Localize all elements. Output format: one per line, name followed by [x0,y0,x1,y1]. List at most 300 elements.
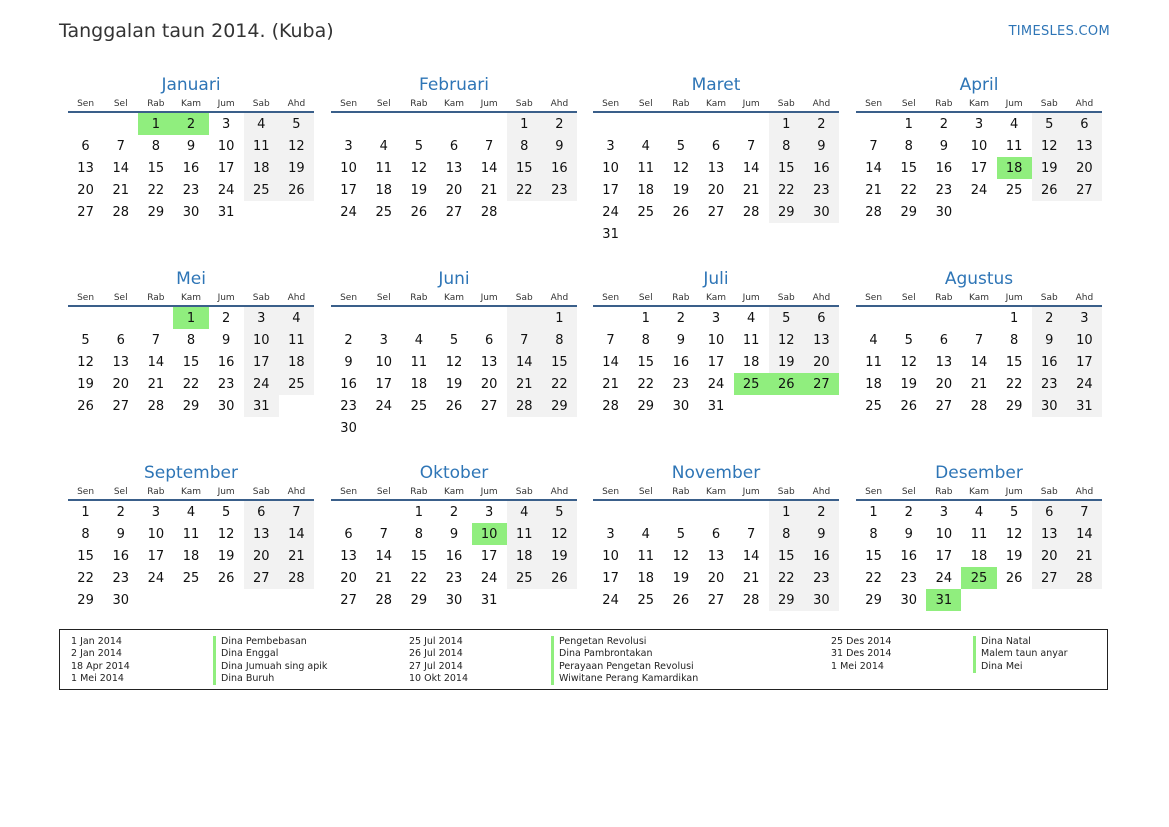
day-cell[interactable]: 18 [637,570,654,586]
day-cell[interactable]: 28 [375,592,392,608]
day-cell[interactable]: 16 [804,545,839,567]
day-cell[interactable]: 5 [81,332,90,348]
day-cell[interactable]: 18 [244,157,279,179]
day-cell[interactable]: 24 [970,182,988,198]
day-cell[interactable]: 21 [279,545,314,567]
day-cell[interactable]: 17 [602,570,619,586]
day-cell[interactable]: 19 [900,376,917,392]
day-cell[interactable]: 15 [410,548,428,564]
day-cell[interactable]: 27 [804,373,839,395]
day-cell[interactable]: 29 [769,201,804,223]
day-cell[interactable]: 31 [602,226,619,242]
day-cell[interactable]: 22 [900,182,917,198]
day-cell[interactable]: 29 [542,395,577,417]
day-cell[interactable]: 31 [707,398,725,414]
day-cell[interactable]: 18 [375,182,392,198]
day-cell[interactable]: 18 [865,376,882,392]
day-cell[interactable]: 4 [279,306,314,329]
day-cell[interactable]: 10 [340,160,357,176]
day-cell[interactable]: 16 [804,157,839,179]
day-cell[interactable]: 11 [865,354,882,370]
day-cell[interactable]: 7 [151,332,160,348]
day-cell[interactable]: 8 [542,329,577,351]
day-cell[interactable]: 17 [935,548,953,564]
day-cell[interactable]: 26 [900,398,917,414]
day-cell[interactable]: 2 [939,116,948,132]
day-cell[interactable]: 19 [1032,157,1067,179]
day-cell[interactable]: 6 [711,138,721,154]
day-cell[interactable]: 24 [217,182,235,198]
day-cell[interactable]: 3 [939,504,948,520]
day-cell[interactable]: 21 [147,376,165,392]
day-cell[interactable]: 27 [340,592,357,608]
day-cell[interactable]: 5 [769,306,804,329]
day-cell[interactable]: 1 [138,112,173,135]
day-cell[interactable]: 13 [707,548,725,564]
day-cell[interactable]: 9 [804,135,839,157]
day-cell[interactable]: 28 [279,567,314,589]
day-cell[interactable]: 22 [1005,376,1023,392]
day-cell[interactable]: 18 [507,545,542,567]
day-cell[interactable]: 2 [221,310,231,326]
day-cell[interactable]: 14 [970,354,988,370]
day-cell[interactable]: 10 [244,329,279,351]
day-cell[interactable]: 25 [865,398,882,414]
day-cell[interactable]: 12 [217,526,235,542]
day-cell[interactable]: 6 [804,306,839,329]
day-cell[interactable]: 6 [116,332,125,348]
day-cell[interactable]: 23 [935,182,953,198]
day-cell[interactable]: 11 [375,160,392,176]
day-cell[interactable]: 28 [147,398,165,414]
day-cell[interactable]: 11 [410,354,428,370]
day-cell[interactable]: 4 [746,310,756,326]
day-cell[interactable]: 5 [449,332,459,348]
day-cell[interactable]: 28 [742,592,760,608]
day-cell[interactable]: 1 [641,310,650,326]
day-cell[interactable]: 24 [935,570,953,586]
day-cell[interactable]: 12 [410,160,428,176]
day-cell[interactable]: 8 [186,332,196,348]
day-cell[interactable]: 10 [935,526,953,542]
day-cell[interactable]: 24 [707,376,725,392]
day-cell[interactable]: 13 [77,160,94,176]
day-cell[interactable]: 7 [869,138,878,154]
day-cell[interactable]: 29 [1005,398,1023,414]
day-cell[interactable]: 20 [480,376,498,392]
day-cell[interactable]: 13 [445,160,463,176]
day-cell[interactable]: 27 [445,204,463,220]
day-cell[interactable]: 22 [769,567,804,589]
day-cell[interactable]: 19 [1005,548,1023,564]
day-cell[interactable]: 27 [112,398,129,414]
day-cell[interactable]: 15 [637,354,654,370]
day-cell[interactable]: 6 [244,500,279,523]
day-cell[interactable]: 11 [637,160,654,176]
day-cell[interactable]: 26 [410,204,428,220]
day-cell[interactable]: 17 [480,548,498,564]
day-cell[interactable]: 23 [217,376,235,392]
day-cell[interactable]: 9 [542,135,577,157]
day-cell[interactable]: 11 [742,332,760,348]
day-cell[interactable]: 18 [410,376,428,392]
day-cell[interactable]: 3 [344,138,353,154]
day-cell[interactable]: 20 [445,182,463,198]
day-cell[interactable]: 4 [641,138,650,154]
day-cell[interactable]: 21 [602,376,619,392]
day-cell[interactable]: 12 [279,135,314,157]
day-cell[interactable]: 22 [637,376,654,392]
day-cell[interactable]: 18 [742,354,760,370]
day-cell[interactable]: 6 [1032,500,1067,523]
day-cell[interactable]: 17 [602,182,619,198]
day-cell[interactable]: 24 [340,204,357,220]
day-cell[interactable]: 24 [375,398,392,414]
day-cell[interactable]: 1 [81,504,90,520]
day-cell[interactable]: 31 [217,204,235,220]
day-cell[interactable]: 20 [1067,157,1102,179]
day-cell[interactable]: 29 [637,398,654,414]
day-cell[interactable]: 8 [151,138,160,154]
day-cell[interactable]: 23 [804,567,839,589]
day-cell[interactable]: 7 [279,500,314,523]
day-cell[interactable]: 7 [1067,500,1102,523]
day-cell[interactable]: 2 [449,504,459,520]
day-cell[interactable]: 21 [1067,545,1102,567]
day-cell[interactable]: 9 [221,332,231,348]
day-cell[interactable]: 13 [112,354,129,370]
day-cell[interactable]: 22 [182,376,200,392]
day-cell[interactable]: 19 [769,351,804,373]
day-cell[interactable]: 15 [1005,354,1023,370]
day-cell[interactable]: 30 [804,589,839,611]
day-cell[interactable]: 7 [974,332,984,348]
day-cell[interactable]: 26 [542,567,577,589]
day-cell[interactable]: 16 [1032,351,1067,373]
day-cell[interactable]: 4 [507,500,542,523]
day-cell[interactable]: 16 [935,160,953,176]
day-cell[interactable]: 17 [244,351,279,373]
day-cell[interactable]: 30 [445,592,463,608]
day-cell[interactable]: 2 [116,504,125,520]
day-cell[interactable]: 5 [542,500,577,523]
day-cell[interactable]: 25 [961,567,996,589]
day-cell[interactable]: 3 [1067,306,1102,329]
day-cell[interactable]: 24 [147,570,165,586]
day-cell[interactable]: 20 [1032,545,1067,567]
day-cell[interactable]: 10 [1067,329,1102,351]
day-cell[interactable]: 28 [480,204,498,220]
day-cell[interactable]: 4 [869,332,878,348]
day-cell[interactable]: 5 [414,138,423,154]
day-cell[interactable]: 26 [217,570,235,586]
day-cell[interactable]: 29 [900,204,917,220]
day-cell[interactable]: 11 [182,526,200,542]
day-cell[interactable]: 14 [742,160,760,176]
day-cell[interactable]: 5 [676,526,685,542]
day-cell[interactable]: 19 [672,570,690,586]
day-cell[interactable]: 14 [742,548,760,564]
day-cell[interactable]: 7 [379,526,388,542]
day-cell[interactable]: 14 [480,160,498,176]
day-cell[interactable]: 13 [244,523,279,545]
day-cell[interactable]: 1 [1009,310,1019,326]
day-cell[interactable]: 22 [77,570,94,586]
day-cell[interactable]: 25 [182,570,200,586]
day-cell[interactable]: 5 [904,332,913,348]
day-cell[interactable]: 17 [217,160,235,176]
day-cell[interactable]: 8 [1009,332,1019,348]
day-cell[interactable]: 6 [711,526,721,542]
day-cell[interactable]: 23 [542,179,577,201]
day-cell[interactable]: 10 [472,523,507,545]
day-cell[interactable]: 21 [742,182,760,198]
day-cell[interactable]: 4 [1009,116,1019,132]
day-cell[interactable]: 6 [484,332,494,348]
day-cell[interactable]: 29 [410,592,428,608]
day-cell[interactable]: 7 [746,526,756,542]
day-cell[interactable]: 10 [602,160,619,176]
day-cell[interactable]: 11 [970,526,988,542]
day-cell[interactable]: 27 [1032,567,1067,589]
day-cell[interactable]: 1 [173,306,208,329]
day-cell[interactable]: 20 [77,182,94,198]
day-cell[interactable]: 15 [77,548,94,564]
day-cell[interactable]: 28 [742,204,760,220]
day-cell[interactable]: 20 [804,351,839,373]
day-cell[interactable]: 7 [606,332,615,348]
day-cell[interactable]: 27 [707,204,725,220]
day-cell[interactable]: 29 [77,592,94,608]
day-cell[interactable]: 1 [414,504,423,520]
day-cell[interactable]: 19 [217,548,235,564]
day-cell[interactable]: 21 [112,182,129,198]
day-cell[interactable]: 5 [1009,504,1019,520]
day-cell[interactable]: 21 [970,376,988,392]
day-cell[interactable]: 16 [542,157,577,179]
day-cell[interactable]: 28 [112,204,129,220]
day-cell[interactable]: 12 [1032,135,1067,157]
day-cell[interactable]: 15 [182,354,200,370]
day-cell[interactable]: 23 [900,570,917,586]
day-cell[interactable]: 10 [707,332,725,348]
day-cell[interactable]: 12 [1005,526,1023,542]
day-cell[interactable]: 5 [279,112,314,135]
day-cell[interactable]: 10 [375,354,392,370]
day-cell[interactable]: 26 [1032,179,1067,201]
day-cell[interactable]: 20 [112,376,129,392]
day-cell[interactable]: 18 [970,548,988,564]
day-cell[interactable]: 8 [641,332,650,348]
day-cell[interactable]: 12 [542,523,577,545]
day-cell[interactable]: 9 [344,354,353,370]
day-cell[interactable]: 11 [279,329,314,351]
day-cell[interactable]: 24 [480,570,498,586]
day-cell[interactable]: 20 [244,545,279,567]
day-cell[interactable]: 3 [606,526,615,542]
day-cell[interactable]: 25 [637,204,654,220]
day-cell[interactable]: 29 [865,592,882,608]
day-cell[interactable]: 20 [707,570,725,586]
day-cell[interactable]: 8 [507,135,542,157]
day-cell[interactable]: 19 [445,376,463,392]
day-cell[interactable]: 18 [279,351,314,373]
day-cell[interactable]: 14 [602,354,619,370]
day-cell[interactable]: 16 [182,160,200,176]
day-cell[interactable]: 12 [769,329,804,351]
day-cell[interactable]: 16 [445,548,463,564]
day-cell[interactable]: 17 [375,376,392,392]
day-cell[interactable]: 13 [804,329,839,351]
day-cell[interactable]: 20 [340,570,357,586]
day-cell[interactable]: 13 [1067,135,1102,157]
day-cell[interactable]: 10 [602,548,619,564]
day-cell[interactable]: 31 [244,395,279,417]
day-cell[interactable]: 25 [375,204,392,220]
day-cell[interactable]: 23 [672,376,690,392]
day-cell[interactable]: 23 [112,570,129,586]
day-cell[interactable]: 29 [769,589,804,611]
day-cell[interactable]: 30 [1032,395,1067,417]
day-cell[interactable]: 11 [507,523,542,545]
day-cell[interactable]: 9 [904,526,913,542]
day-cell[interactable]: 26 [672,592,690,608]
day-cell[interactable]: 17 [707,354,725,370]
day-cell[interactable]: 7 [484,138,494,154]
day-cell[interactable]: 25 [637,592,654,608]
day-cell[interactable]: 4 [641,526,650,542]
day-cell[interactable]: 12 [672,160,690,176]
day-cell[interactable]: 4 [974,504,984,520]
day-cell[interactable]: 11 [244,135,279,157]
day-cell[interactable]: 15 [865,548,882,564]
day-cell[interactable]: 19 [77,376,94,392]
day-cell[interactable]: 16 [900,548,917,564]
day-cell[interactable]: 9 [939,138,948,154]
day-cell[interactable]: 2 [676,310,685,326]
day-cell[interactable]: 8 [81,526,90,542]
day-cell[interactable]: 30 [112,592,129,608]
day-cell[interactable]: 14 [1067,523,1102,545]
day-cell[interactable]: 31 [480,592,498,608]
day-cell[interactable]: 12 [77,354,94,370]
day-cell[interactable]: 3 [379,332,388,348]
day-cell[interactable]: 22 [542,373,577,395]
day-cell[interactable]: 26 [1005,570,1023,586]
day-cell[interactable]: 18 [997,157,1032,179]
day-cell[interactable]: 6 [81,138,90,154]
day-cell[interactable]: 1 [769,112,804,135]
day-cell[interactable]: 1 [769,500,804,523]
day-cell[interactable]: 1 [507,112,542,135]
day-cell[interactable]: 28 [1067,567,1102,589]
day-cell[interactable]: 28 [507,395,542,417]
day-cell[interactable]: 2 [173,112,208,135]
day-cell[interactable]: 5 [676,138,685,154]
day-cell[interactable]: 3 [244,306,279,329]
day-cell[interactable]: 17 [147,548,165,564]
day-cell[interactable]: 2 [344,332,353,348]
day-cell[interactable]: 3 [606,138,615,154]
day-cell[interactable]: 19 [279,157,314,179]
day-cell[interactable]: 22 [147,182,165,198]
day-cell[interactable]: 2 [804,112,839,135]
day-cell[interactable]: 19 [672,182,690,198]
day-cell[interactable]: 15 [900,160,917,176]
day-cell[interactable]: 27 [244,567,279,589]
day-cell[interactable]: 23 [1032,373,1067,395]
day-cell[interactable]: 13 [340,548,357,564]
day-cell[interactable]: 12 [900,354,917,370]
day-cell[interactable]: 6 [449,138,459,154]
day-cell[interactable]: 14 [279,523,314,545]
day-cell[interactable]: 30 [182,204,200,220]
day-cell[interactable]: 7 [746,138,756,154]
day-cell[interactable]: 25 [244,179,279,201]
day-cell[interactable]: 9 [186,138,196,154]
day-cell[interactable]: 13 [935,354,953,370]
day-cell[interactable]: 9 [1032,329,1067,351]
day-cell[interactable]: 28 [865,204,882,220]
day-cell[interactable]: 23 [445,570,463,586]
day-cell[interactable]: 14 [375,548,392,564]
day-cell[interactable]: 13 [480,354,498,370]
day-cell[interactable]: 30 [900,592,917,608]
day-cell[interactable]: 3 [711,310,721,326]
day-cell[interactable]: 16 [340,376,357,392]
day-cell[interactable]: 10 [147,526,165,542]
day-cell[interactable]: 8 [869,526,878,542]
day-cell[interactable]: 26 [279,179,314,201]
day-cell[interactable]: 10 [970,138,988,154]
day-cell[interactable]: 27 [935,398,953,414]
day-cell[interactable]: 26 [672,204,690,220]
day-cell[interactable]: 25 [507,567,542,589]
day-cell[interactable]: 2 [904,504,913,520]
day-cell[interactable]: 25 [410,398,428,414]
day-cell[interactable]: 15 [542,351,577,373]
day-cell[interactable]: 31 [926,589,961,611]
day-cell[interactable]: 20 [707,182,725,198]
day-cell[interactable]: 16 [217,354,235,370]
day-cell[interactable]: 22 [410,570,428,586]
day-cell[interactable]: 14 [507,351,542,373]
day-cell[interactable]: 21 [480,182,498,198]
day-cell[interactable]: 26 [445,398,463,414]
day-cell[interactable]: 2 [804,500,839,523]
day-cell[interactable]: 7 [507,329,542,351]
day-cell[interactable]: 28 [970,398,988,414]
day-cell[interactable]: 4 [244,112,279,135]
day-cell[interactable]: 5 [1032,112,1067,135]
day-cell[interactable]: 24 [602,592,619,608]
day-cell[interactable]: 14 [865,160,882,176]
day-cell[interactable]: 17 [340,182,357,198]
day-cell[interactable]: 27 [1067,179,1102,201]
day-cell[interactable]: 5 [221,504,231,520]
day-cell[interactable]: 12 [445,354,463,370]
day-cell[interactable]: 15 [507,157,542,179]
day-cell[interactable]: 22 [865,570,882,586]
day-cell[interactable]: 19 [542,545,577,567]
day-cell[interactable]: 9 [804,523,839,545]
day-cell[interactable]: 25 [734,373,769,395]
day-cell[interactable]: 26 [77,398,94,414]
day-cell[interactable]: 4 [186,504,196,520]
day-cell[interactable]: 4 [379,138,388,154]
day-cell[interactable]: 31 [1067,395,1102,417]
day-cell[interactable]: 26 [769,373,804,395]
